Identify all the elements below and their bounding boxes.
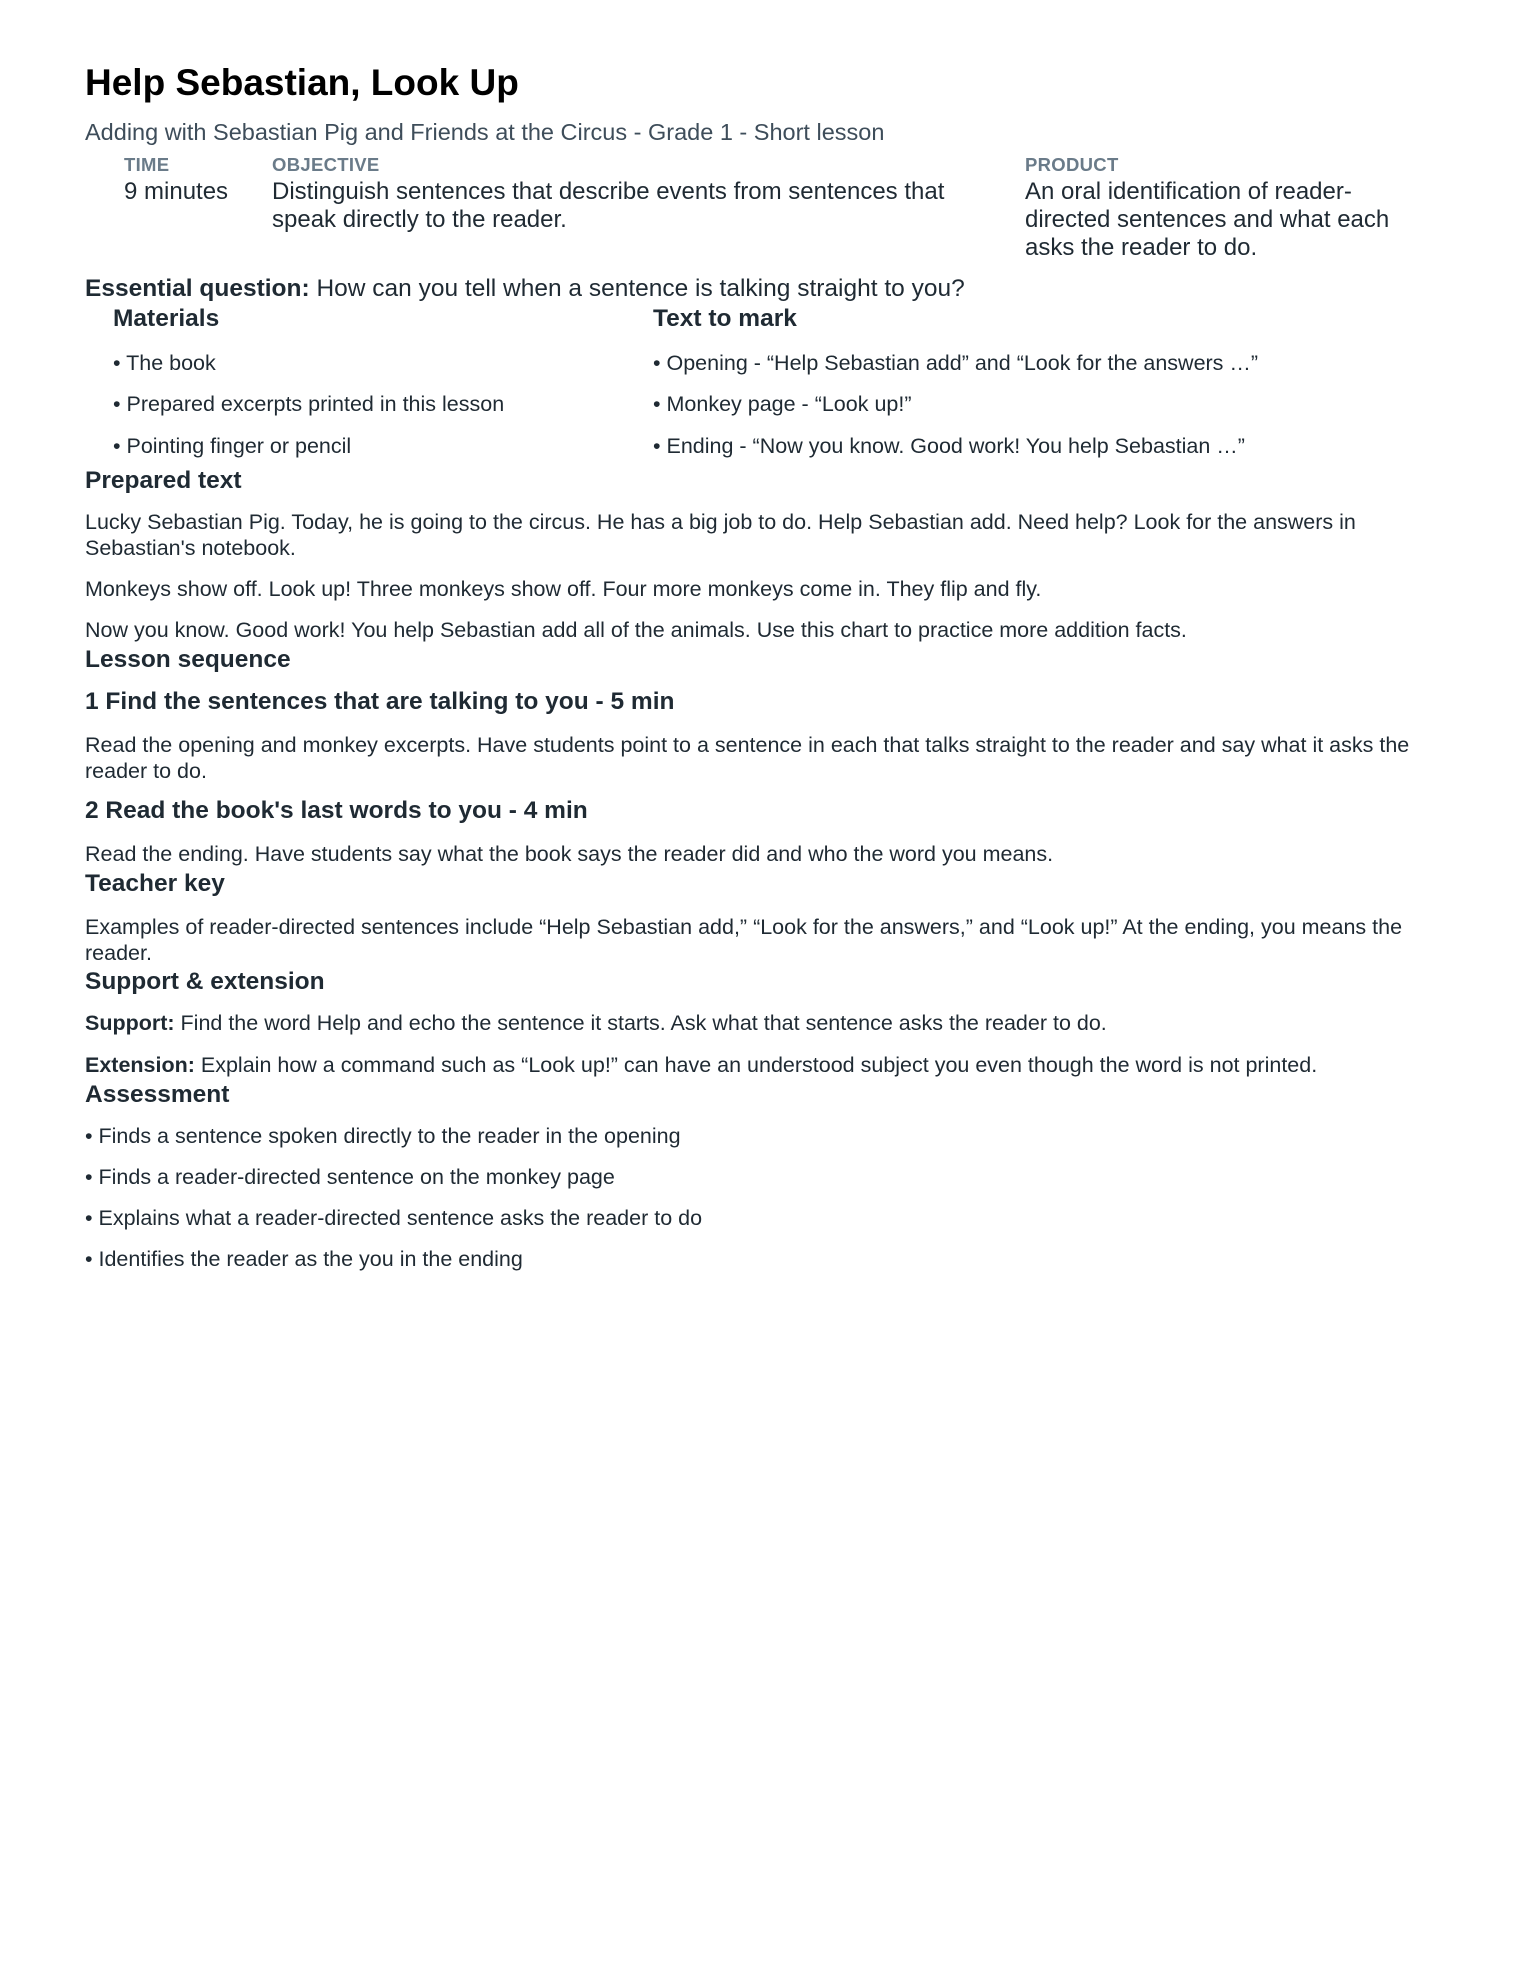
text-to-mark-item: • Ending - “Now you know. Good work! You help Sebastian …” xyxy=(653,434,1245,458)
prepared-text-paragraph: Monkeys show off. Look up! Three monkeys show off. Four more monkeys come in. They flip and fly. xyxy=(85,577,1042,601)
extension-label: Extension: xyxy=(85,1053,195,1077)
assessment-item: • Finds a reader-directed sentence on the monkey page xyxy=(85,1165,615,1189)
materials-item: • The book xyxy=(113,351,216,375)
lesson-step-text: Read the ending. Have students say what the book says the reader did and who the word you means. xyxy=(85,842,1054,866)
prepared-text-paragraph: Now you know. Good work! You help Sebastian add all of the animals. Use this chart to practice more addition facts. xyxy=(85,618,1187,642)
teacher-key-heading: Teacher key xyxy=(85,870,225,897)
assessment-item: • Explains what a reader-directed sentence asks the reader to do xyxy=(85,1206,703,1230)
teacher-key-text: Examples of reader-directed sentences include “Help Sebastian add,” “Look for the answers,” and “Look up!” At the ending, you means the reader. xyxy=(85,915,1403,965)
support-text: Find the word Help and echo the sentence it starts. Ask what that sentence asks the reader to do. xyxy=(174,1011,1107,1035)
extension-text: Explain how a command such as “Look up!” can have an understood subject you even though the word is not printed. xyxy=(194,1053,1318,1077)
essential-question xyxy=(85,275,965,303)
materials-item: • Prepared excerpts printed in this lesson xyxy=(113,392,505,416)
page-subtitle: Adding with Sebastian Pig and Friends at the Circus - Grade 1 - Short lesson xyxy=(85,119,885,145)
assessment-heading: Assessment xyxy=(85,1081,230,1108)
time-value: 9 minutes xyxy=(124,178,229,205)
product-value: An oral identification of reader-directed sentences and what each asks the reader to do. xyxy=(1025,178,1390,261)
support-label: Support: xyxy=(85,1011,175,1035)
support-extension-heading: Support & extension xyxy=(85,968,325,995)
extension-paragraph xyxy=(85,1052,1445,1078)
lesson-step-title: 2 Read the book's last words to you - 4 min xyxy=(85,797,588,824)
essential-question-text: How can you tell when a sentence is talking straight to you? xyxy=(309,275,965,302)
prepared-text-paragraph: Lucky Sebastian Pig. Today, he is going to the circus. He has a big job to do. Help Sebastian add. Need help? Look for the answers in Sebastian's notebook. xyxy=(85,510,1356,560)
text-to-mark-item: • Opening - “Help Sebastian add” and “Look for the answers …” xyxy=(653,351,1259,375)
materials-item: • Pointing finger or pencil xyxy=(113,434,352,458)
essential-question-label: Essential question: xyxy=(85,275,310,302)
time-label: TIME xyxy=(124,154,170,175)
lesson-step-text: Read the opening and monkey excerpts. Have students point to a sentence in each that talks straight to the reader and say what it asks the reader to do. xyxy=(85,733,1410,783)
lesson-sequence-heading: Lesson sequence xyxy=(85,646,291,673)
lesson-step-title: 1 Find the sentences that are talking to you - 5 min xyxy=(85,688,675,715)
product-label: PRODUCT xyxy=(1025,154,1119,175)
objective-label: OBJECTIVE xyxy=(272,154,380,175)
support-paragraph xyxy=(85,1010,1445,1036)
text-to-mark-heading: Text to mark xyxy=(653,305,797,332)
text-to-mark-item: • Monkey page - “Look up!” xyxy=(653,392,912,416)
assessment-item: • Identifies the reader as the you in the ending xyxy=(85,1247,523,1271)
assessment-item: • Finds a sentence spoken directly to the reader in the opening xyxy=(85,1124,681,1148)
page-title: Help Sebastian, Look Up xyxy=(85,62,519,103)
objective-value: Distinguish sentences that describe events from sentences that speak directly to the reader. xyxy=(272,178,945,233)
prepared-text-heading: Prepared text xyxy=(85,467,242,494)
materials-heading: Materials xyxy=(113,305,220,332)
